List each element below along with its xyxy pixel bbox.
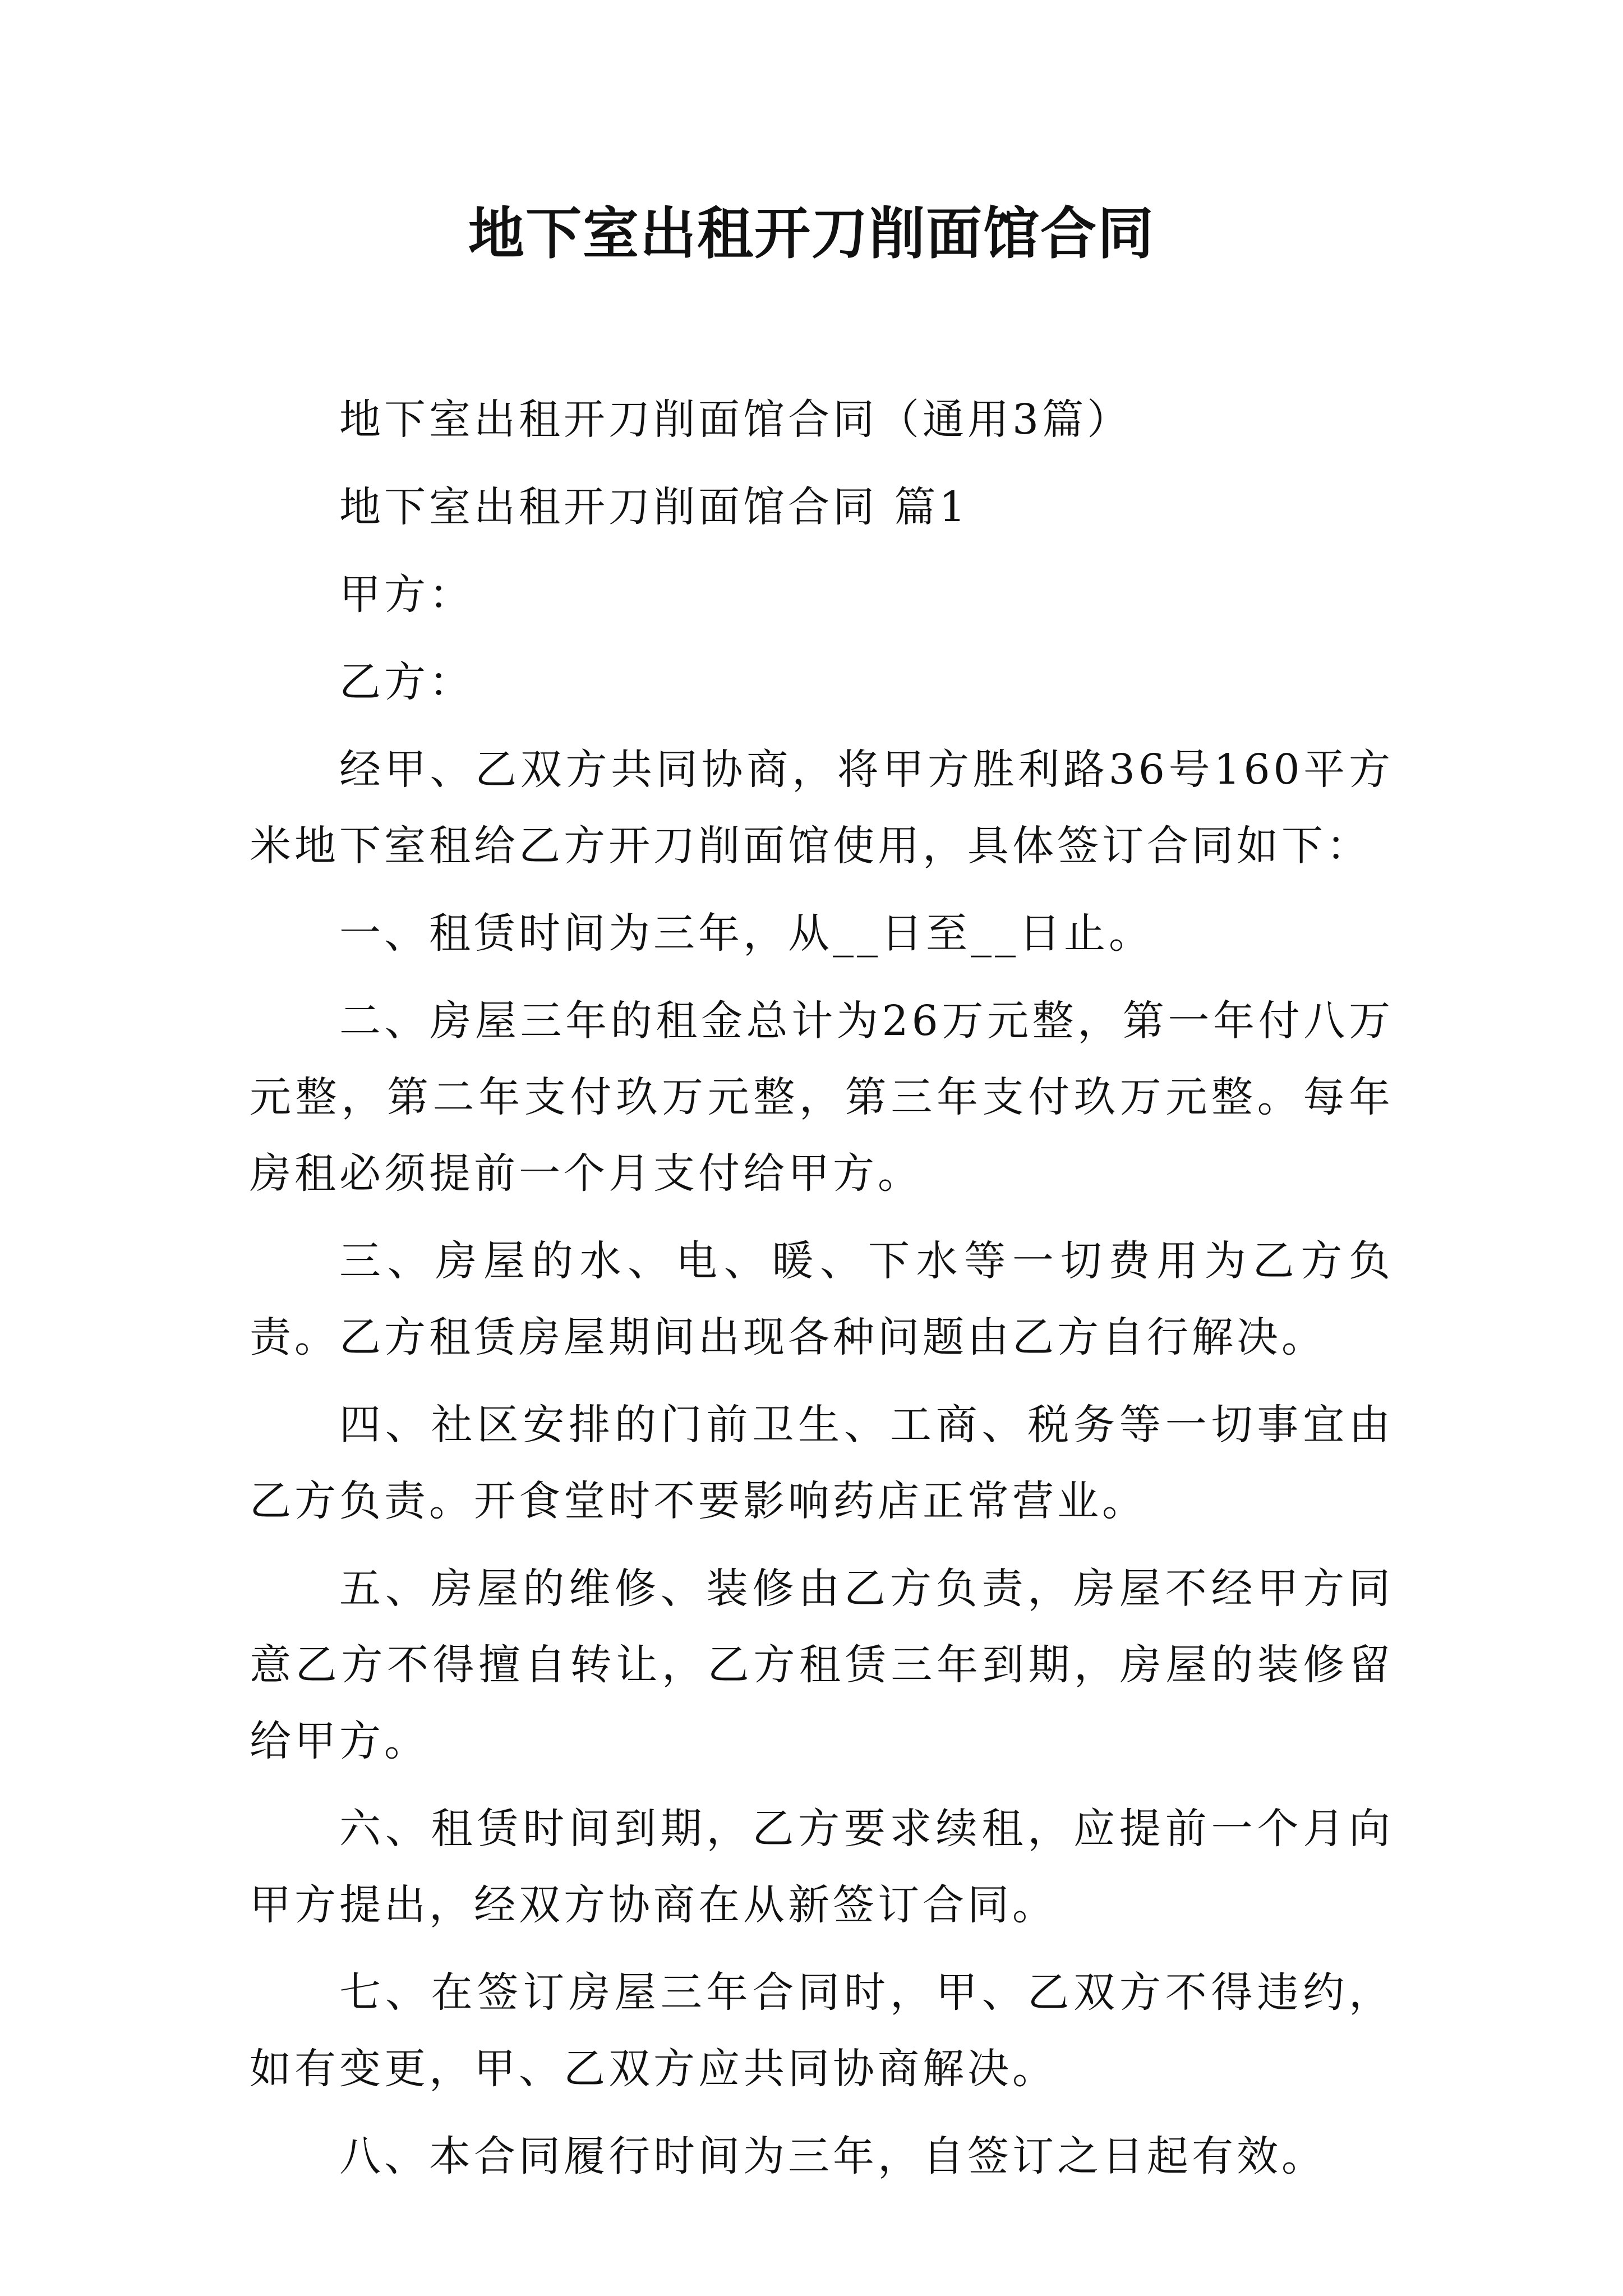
paragraph-clause-4: 四、社区安排的门前卫生、工商、税务等一切事宜由乙方负责。开食堂时不要影响药店正常营业。	[250, 1401, 1394, 1525]
paragraph-party-b: 乙方：	[339, 658, 474, 706]
paragraph-clause-6: 六、租赁时间到期，乙方要求续租，应提前一个月向甲方提出，经双方协商在从新签订合同。	[250, 1805, 1394, 1929]
paragraph-clause-5: 五、房屋的维修、装修由乙方负责，房屋不经甲方同意乙方不得擅自转让，乙方租赁三年到期，房屋的装修留给甲方。	[250, 1565, 1394, 1765]
document-title: 地下室出租开刀削面馆合同	[468, 201, 1155, 266]
paragraph-party-a: 甲方：	[339, 570, 474, 619]
paragraph-clause-8: 八、本合同履行时间为三年，自签订之日起有效。	[339, 2132, 1326, 2180]
document-body	[250, 381, 1394, 2206]
paragraph-clause-7: 七、在签订房屋三年合同时，甲、乙双方不得违约，如有变更，甲、乙双方应共同协商解决。	[250, 1968, 1394, 2093]
paragraph-collection-heading: 地下室出租开刀削面馆合同（通用3篇）	[339, 395, 1132, 444]
paragraph-clause-1: 一、租赁时间为三年，从__日至__日止。	[339, 909, 1154, 958]
paragraph-section-heading: 地下室出租开刀削面馆合同 篇1	[339, 483, 969, 531]
paragraph-preamble: 经甲、乙双方共同协商，将甲方胜利路36号160平方米地下室租给乙方开刀削面馆使用，具体签订合同如下：	[250, 746, 1394, 870]
paragraph-clause-2: 二、房屋三年的租金总计为26万元整，第一年付八万元整，第二年支付玖万元整，第三年支付玖万元整。每年房租必须提前一个月支付给甲方。	[250, 997, 1394, 1198]
paragraph-clause-3: 三、房屋的水、电、暖、下水等一切费用为乙方负责。乙方租赁房屋期间出现各种问题由乙方自行解决。	[250, 1237, 1394, 1361]
